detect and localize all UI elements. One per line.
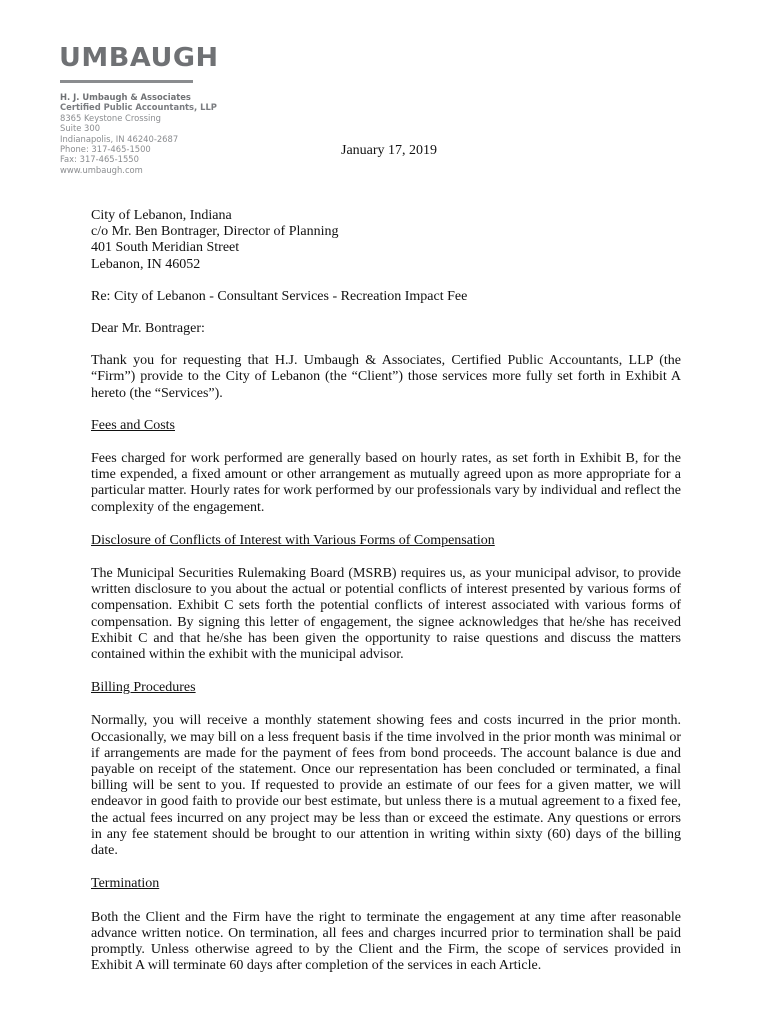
- recipient-address: [91, 208, 681, 273]
- firm-suite: Suite 300: [60, 123, 101, 134]
- firm-city: Indianapolis, IN 46240-2687: [60, 133, 179, 144]
- firm-phone: Phone: 317-465-1500: [60, 144, 151, 155]
- umbaugh-logo: UMBAUGH: [59, 43, 219, 73]
- firm-website: www.umbaugh.com: [60, 164, 143, 175]
- firm-contact-block: [60, 92, 217, 175]
- section-heading-disclosure: Disclosure of Conflicts of Interest with Various Forms of Compensation: [91, 532, 495, 548]
- letter-body: [91, 208, 681, 974]
- intro-paragraph: Thank you for requesting that H.J. Umbaugh & Associates, Certified Public Accountants, LLP (the “Firm”) provide to the City of Lebanon (the “Client”) those services more fully set forth in Exhibit A hereto (the “Services”).: [91, 353, 681, 401]
- re-line: Re: City of Lebanon - Consultant Services - Recreation Impact Fee: [91, 288, 468, 304]
- section-heading-termination: Termination: [91, 876, 160, 892]
- firm-subtitle: Certified Public Accountants, LLP: [60, 102, 217, 113]
- termination-paragraph: Both the Client and the Firm have the right to terminate the engagement at any time after reasonable advance written notice. On termination, all fees and charges incurred prior to termination shall be paid promptly. Unless otherwise agreed to by the Client and the Firm, the scope of services provided in Exhibit A will terminate 60 days after completion of the services in each Article.: [91, 909, 681, 974]
- section-heading-fees: Fees and Costs: [91, 417, 175, 433]
- firm-name: H. J. Umbaugh & Associates: [60, 92, 191, 102]
- address-line: 401 South Meridian Street: [91, 240, 240, 256]
- address-line: Lebanon, IN 46052: [91, 256, 201, 272]
- address-line: City of Lebanon, Indiana: [91, 208, 232, 223]
- fees-paragraph: Fees charged for work performed are generally based on hourly rates, as set forth in Exhibit B, for the time expended, a fixed amount or other arrangement as mutually agreed upon as more appropriate for a particular matter. Hourly rates for work performed by our professionals vary by individual and reflect the complexity of the engagement.: [91, 451, 681, 515]
- logo-divider: [60, 80, 193, 83]
- letter-date: January 17, 2019: [341, 143, 438, 158]
- address-line: c/o Mr. Ben Bontrager, Director of Planning: [91, 224, 339, 240]
- salutation: Dear Mr. Bontrager:: [91, 321, 205, 337]
- billing-paragraph: Normally, you will receive a monthly statement showing fees and costs incurred in the prior month. Occasionally, we may bill on a less frequent basis if the time involved in the prior month was minimal or if arrangements are made for the payment of fees from bond proceeds. The account balance is due and payable on receipt of the statement. Once our representation has been concluded or terminated, a final billing will be sent to you. If requested to provide an estimate of our fees for a given matter, we will endeavor in good faith to provide our best estimate, but unless there is a mutual agreement to a fixed fee, the actual fees incurred on any project may be less than or exceed the estimate. Any questions or errors in any fee statement should be brought to our attention in writing within sixty (60) days of the billing date.: [91, 713, 681, 859]
- firm-fax: Fax: 317-465-1550: [60, 154, 139, 165]
- firm-street: 8365 Keystone Crossing: [60, 112, 161, 123]
- disclosure-paragraph: The Municipal Securities Rulemaking Board (MSRB) requires us, as your municipal advisor, to provide written disclosure to you about the actual or potential conflicts of interest presented by various forms of compensation. Exhibit C sets forth the potential conflicts of interest associated with various forms of compensation. By signing this letter of engagement, the signee acknowledges that he/she has received Exhibit C and that he/she has been given the opportunity to raise questions and discuss the matters contained within the exhibit with the municipal advisor.: [91, 566, 681, 663]
- section-heading-billing: Billing Procedures: [91, 680, 196, 696]
